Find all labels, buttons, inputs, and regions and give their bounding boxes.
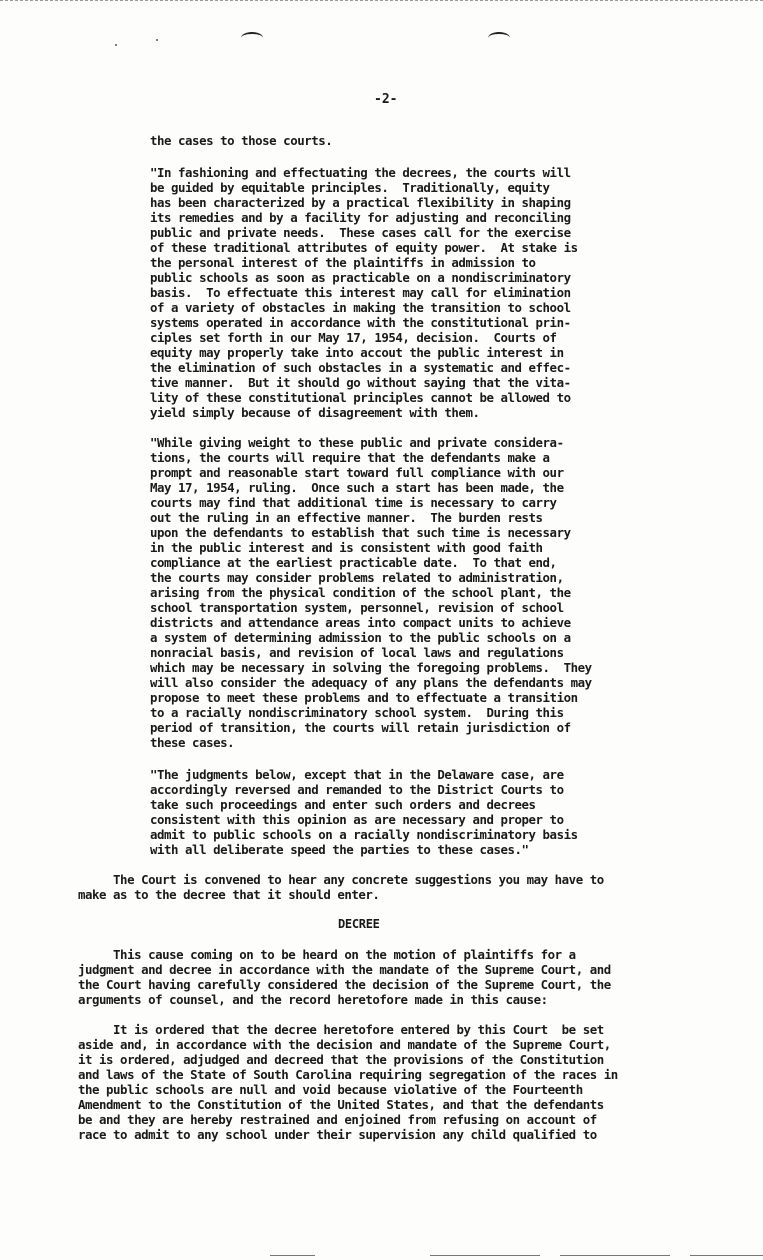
bottom-scan-line — [690, 1255, 763, 1256]
left-binding-mark — [241, 32, 263, 44]
scan-speck — [156, 39, 158, 41]
bottom-scan-line — [430, 1255, 540, 1256]
top-perforation-edge — [0, 0, 763, 1]
decree-order-paragraph: It is ordered that the decree heretofore entered by this Court be set aside and, in accordance with the decision and mandate of the Supreme Court, it is ordered, adjudged and decreed that the provisions of the Constitution and laws of the State of South Carolina requiring segregation of the races in the public schools are null and void because violative of the Fourteenth Amendment to the Constitution of the United States, and that the defendants be and they are hereby restrained and enjoined from refusing on account of race to admit to any school under their supervision any child qualified to — [78, 1022, 618, 1142]
decree-preamble-paragraph: This cause coming on to be heard on the motion of plaintiffs for a judgment and decree in accordance with the mandate of the Supreme Court, and the Court having carefully considered the decision of the Supreme Court, the arguments of counsel, and the record heretofore made in this cause: — [78, 947, 611, 1007]
right-binding-mark — [488, 32, 510, 44]
page-number: -2- — [374, 92, 398, 107]
quoted-paragraph-equity: "In fashioning and effectuating the decrees, the courts will be guided by equitable principles. Traditionally, equity has been characterized by a practical flexibility in shaping its remedies and by a facility for adjusting and reconciling public and private needs. These cases call for the exercise of these traditional attributes of equity power. At stake is the personal interest of the plaintiffs in admission to public schools as soon as practicable on a nondiscriminatory basis. To effectuate this interest may call for elimination of a variety of obstacles in making the transition to school systems operated in accordance with the constitutional prin- ciples set forth in our May 17, 1954, decision. Courts of equity may properly take into accout the public interest in the elimination of such obstacles in a systematic and effec- tive manner. But it should go without saying that the vita- lity of these constitutional principles cannot be allowed to yield simply because of disagreement with them. — [150, 165, 578, 420]
quoted-paragraph-transition: "While giving weight to these public and private considera- tions, the courts will require that the defendants make a prompt and reasonable start toward full compliance with our May 17, 1954, ruling. Once such a start has been made, the courts may find that additional time is necessary to carry out the ruling in an effective manner. The burden rests upon the defendants to establish that such time is necessary in the public interest and is consistent with good faith compliance at the earliest practicable date. To that end, the courts may consider problems related to administration, arising from the physical condition of the school plant, the school transportation system, personnel, revision of school districts and attendance areas into compact units to achieve a system of determining admission to the public schools on a nonracial basis, and revision of local laws and regulations which may be necessary in solving the foregoing problems. They will also consider the adequacy of any plans the defendants may propose to meet these problems and to effectuate a transition to a racially nondiscriminatory school system. During this period of transition, the courts will retain jurisdiction of these cases. — [150, 435, 592, 750]
bottom-scan-line — [270, 1255, 315, 1256]
decree-heading: DECREE — [338, 917, 380, 931]
quoted-paragraph-judgments: "The judgments below, except that in the Delaware case, are accordingly reversed and remanded to the District Courts to take such proceedings and enter such orders and decrees consistent with this opinion as are necessary and proper to admit to public schools on a racially nondiscriminatory basis with all deliberate speed the parties to these cases." — [150, 767, 578, 857]
paragraph-continuation: the cases to those courts. — [150, 133, 333, 148]
scan-speck — [115, 44, 117, 46]
court-convened-paragraph: The Court is convened to hear any concrete suggestions you may have to make as to the decree that it should enter. — [78, 872, 604, 902]
bottom-scan-line — [560, 1255, 670, 1256]
